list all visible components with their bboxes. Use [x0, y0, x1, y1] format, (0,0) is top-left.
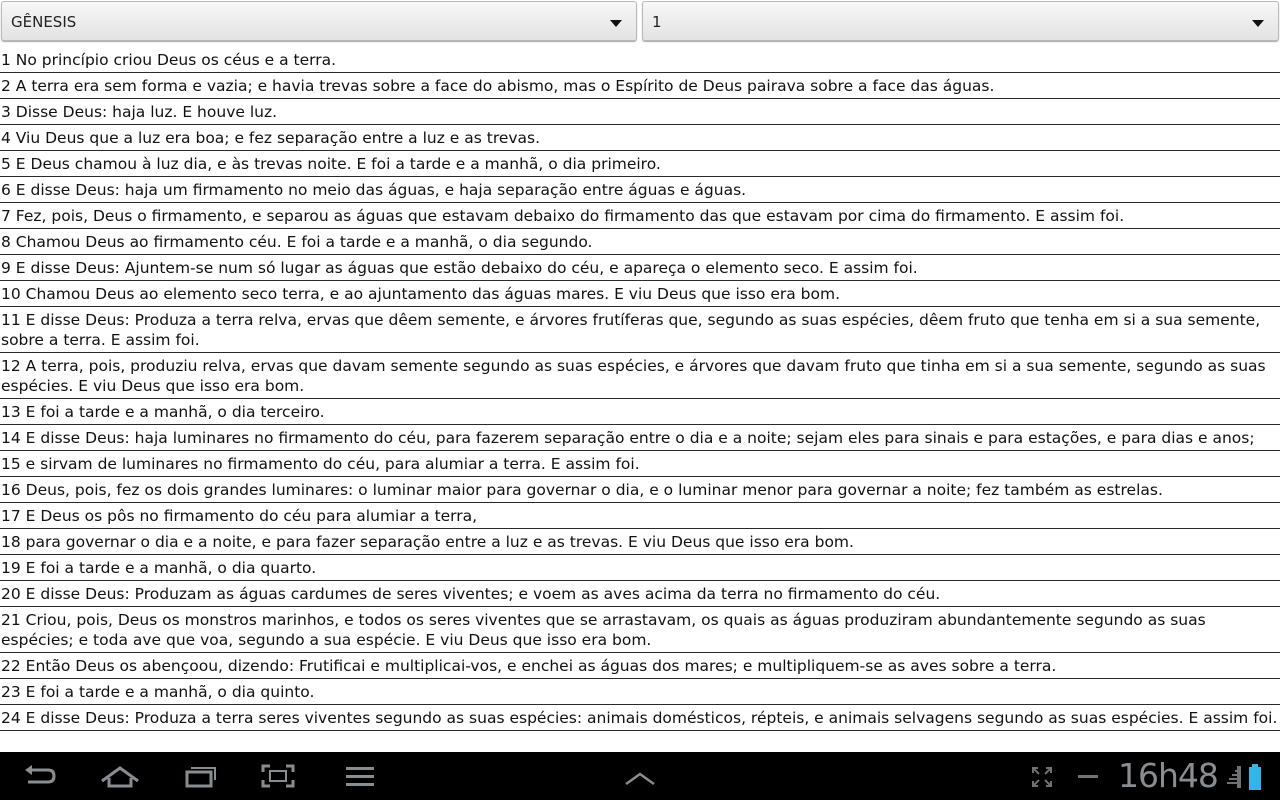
chapter-selector[interactable] — [642, 1, 1279, 41]
verse-item[interactable]: 14 E disse Deus: haja luminares no firmamento do céu, para fazerem separação entre o dia e a noite; sejam eles para sinais e para estações, e para dias e anos; — [0, 425, 1280, 451]
dropdown-arrow-icon — [1252, 20, 1264, 27]
verse-item[interactable]: 10 Chamou Deus ao elemento seco terra, e ao ajuntamento das águas mares. E viu Deus que isso era bom. — [0, 281, 1280, 307]
back-icon[interactable] — [18, 760, 62, 792]
fullscreen-icon[interactable] — [1030, 765, 1054, 793]
verse-list[interactable] — [0, 47, 1280, 752]
verse-item[interactable]: 8 Chamou Deus ao firmamento céu. E foi a tarde e a manhã, o dia segundo. — [0, 229, 1280, 255]
verse-item[interactable]: 2 A terra era sem forma e vazia; e havia trevas sobre a face do abismo, mas o Espírito de Deus pairava sobre a face das águas. — [0, 73, 1280, 99]
clock: 16h48 — [1118, 756, 1218, 795]
verse-item[interactable]: 6 E disse Deus: haja um firmamento no meio das águas, e haja separação entre águas e águas. — [0, 177, 1280, 203]
chapter-selector-value: 1 — [652, 13, 662, 31]
recent-apps-icon[interactable] — [178, 760, 222, 792]
verse-item[interactable]: 20 E disse Deus: Produzam as águas cardumes de seres viventes; e voem as aves acima da terra no firmamento do céu. — [0, 581, 1280, 607]
verse-item[interactable]: 17 E Deus os pôs no firmamento do céu para alumiar a terra, — [0, 503, 1280, 529]
verse-item[interactable]: 23 E foi a tarde e a manhã, o dia quinto. — [0, 679, 1280, 705]
home-icon[interactable] — [98, 760, 142, 792]
verse-item[interactable]: 3 Disse Deus: haja luz. E houve luz. — [0, 99, 1280, 125]
verse-item[interactable]: 11 E disse Deus: Produza a terra relva, ervas que dêem semente, e árvores frutíferas que, segundo as suas espécies, dêem fruto que tenha em si a sua semente, sobre a terra. E assim foi. — [0, 307, 1280, 353]
book-selector-value: GÊNESIS — [11, 13, 77, 31]
collapse-up-icon[interactable] — [618, 760, 662, 792]
verse-item[interactable]: 16 Deus, pois, fez os dois grandes luminares: o luminar maior para governar o dia, e o luminar menor para governar a noite; fez também as estrelas. — [0, 477, 1280, 503]
battery-icon — [1249, 764, 1261, 794]
signal-icon — [1226, 766, 1242, 792]
system-navigation-bar — [0, 752, 1280, 800]
menu-icon[interactable] — [338, 760, 382, 792]
selector-bar — [0, 0, 1280, 44]
screenshot-icon[interactable] — [256, 760, 300, 792]
verse-item[interactable]: 13 E foi a tarde e a manhã, o dia terceiro. — [0, 399, 1280, 425]
verse-item[interactable]: 12 A terra, pois, produziu relva, ervas que davam semente segundo as suas espécies, e árvores que davam fruto que tinha em si a sua semente, segundo as suas espécies. E viu Deus que isso era bom. — [0, 353, 1280, 399]
verse-item[interactable]: 9 E disse Deus: Ajuntem-se num só lugar as águas que estão debaixo do céu, e apareça o elemento seco. E assim foi. — [0, 255, 1280, 281]
verse-item[interactable]: 24 E disse Deus: Produza a terra seres viventes segundo as suas espécies: animais domésticos, répteis, e animais selvagens segundo as suas espécies. E assim foi. — [0, 705, 1280, 731]
verse-item[interactable]: 5 E Deus chamou à luz dia, e às trevas noite. E foi a tarde e a manhã, o dia primeiro. — [0, 151, 1280, 177]
minus-icon — [1078, 775, 1098, 778]
verse-item[interactable]: 22 Então Deus os abençoou, dizendo: Frutificai e multiplicai-vos, e enchei as águas dos mares; e multipliquem-se as aves sobre a terra. — [0, 653, 1280, 679]
book-selector[interactable] — [1, 1, 637, 41]
verse-item[interactable]: 18 para governar o dia e a noite, e para fazer separação entre a luz e as trevas. E viu Deus que isso era bom. — [0, 529, 1280, 555]
verse-item[interactable]: 19 E foi a tarde e a manhã, o dia quarto. — [0, 555, 1280, 581]
verse-item[interactable]: 4 Viu Deus que a luz era boa; e fez separação entre a luz e as trevas. — [0, 125, 1280, 151]
dropdown-arrow-icon — [610, 20, 622, 27]
verse-item[interactable]: 21 Criou, pois, Deus os monstros marinhos, e todos os seres viventes que se arrastavam, os quais as águas produziram abundantemente segundo as suas espécies; e toda ave que voa, segundo a sua espécie. E viu Deus que isso era bom. — [0, 607, 1280, 653]
verse-item[interactable]: 7 Fez, pois, Deus o firmamento, e separou as águas que estavam debaixo do firmamento das que estavam por cima do firmamento. E assim foi. — [0, 203, 1280, 229]
verse-item[interactable]: 1 No princípio criou Deus os céus e a terra. — [0, 47, 1280, 73]
verse-item[interactable]: 15 e sirvam de luminares no firmamento do céu, para alumiar a terra. E assim foi. — [0, 451, 1280, 477]
